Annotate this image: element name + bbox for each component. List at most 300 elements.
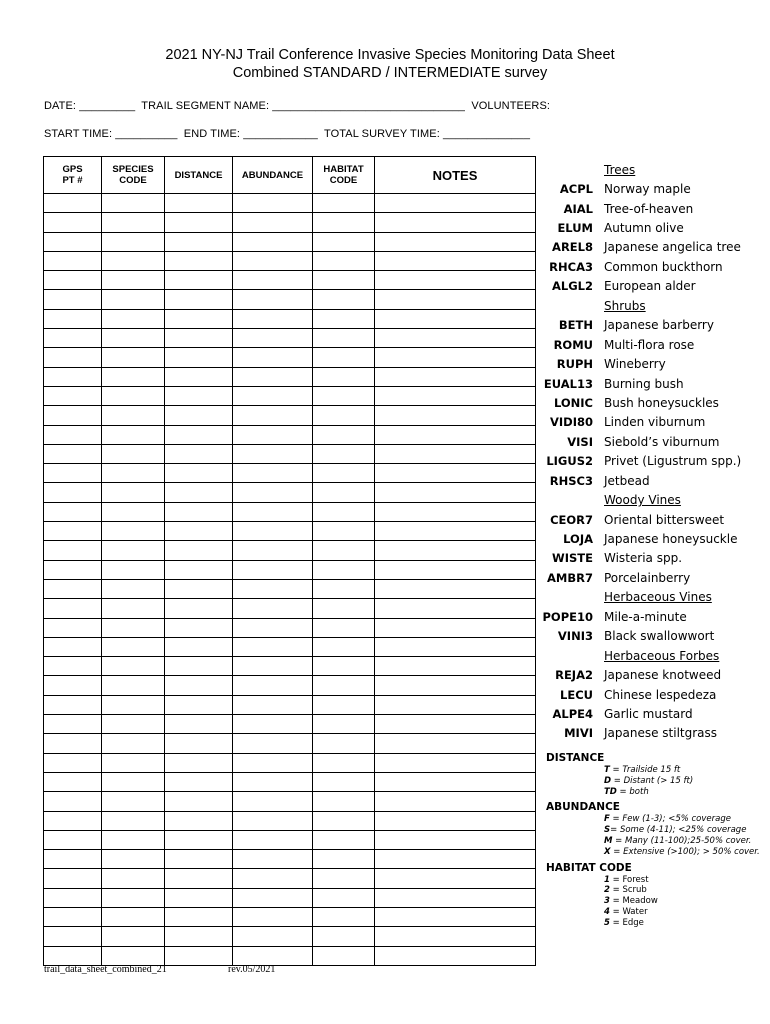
table-cell[interactable]	[165, 772, 233, 791]
table-cell[interactable]	[313, 522, 375, 541]
table-cell[interactable]	[165, 811, 233, 830]
table-cell[interactable]	[165, 406, 233, 425]
table-cell[interactable]	[313, 850, 375, 869]
table-cell[interactable]	[233, 367, 313, 386]
table-cell[interactable]	[165, 869, 233, 888]
table-cell[interactable]	[313, 213, 375, 232]
species-name: Norway maple	[604, 182, 691, 197]
table-cell[interactable]	[375, 232, 536, 251]
species-code: ELUM	[557, 221, 593, 236]
table-cell[interactable]	[102, 386, 165, 405]
table-row	[44, 753, 536, 772]
species-code: RUPH	[556, 357, 593, 372]
table-cell[interactable]	[44, 869, 102, 888]
table-cell[interactable]	[165, 907, 233, 926]
table-cell[interactable]	[165, 792, 233, 811]
table-cell[interactable]	[102, 792, 165, 811]
table-cell[interactable]	[233, 502, 313, 521]
table-cell[interactable]	[44, 444, 102, 463]
table-cell[interactable]	[233, 734, 313, 753]
table-cell[interactable]	[233, 444, 313, 463]
table-cell[interactable]	[375, 502, 536, 521]
table-row	[44, 579, 536, 598]
table-cell[interactable]	[44, 194, 102, 213]
table-cell[interactable]	[44, 271, 102, 290]
table-cell[interactable]	[102, 232, 165, 251]
category-name: Trees	[604, 162, 636, 177]
table-cell[interactable]	[375, 483, 536, 502]
table-cell[interactable]	[102, 367, 165, 386]
table-cell[interactable]	[375, 464, 536, 483]
table-cell[interactable]	[102, 213, 165, 232]
table-cell[interactable]	[233, 560, 313, 579]
table-cell[interactable]	[102, 715, 165, 734]
table-cell[interactable]	[233, 348, 313, 367]
table-cell[interactable]	[313, 695, 375, 714]
species-name: Japanese barberry	[604, 318, 714, 333]
table-cell[interactable]	[233, 251, 313, 270]
distance-key-description: = both	[616, 786, 649, 797]
table-cell[interactable]	[102, 329, 165, 348]
species-name: Chinese lespedeza	[604, 687, 717, 702]
distance-key-title: DISTANCE	[546, 752, 605, 764]
table-cell[interactable]	[233, 657, 313, 676]
table-cell[interactable]	[44, 657, 102, 676]
table-cell[interactable]	[313, 811, 375, 830]
table-cell[interactable]	[313, 386, 375, 405]
table-row	[44, 637, 536, 656]
table-cell[interactable]	[375, 888, 536, 907]
legend-item	[540, 277, 770, 296]
table-row	[44, 657, 536, 676]
table-cell[interactable]	[233, 213, 313, 232]
species-name: Japanese honeysuckle	[604, 532, 738, 547]
table-cell[interactable]	[102, 772, 165, 791]
table-cell[interactable]	[102, 406, 165, 425]
abundance-key-item	[604, 814, 766, 825]
table-cell[interactable]	[233, 194, 313, 213]
table-cell[interactable]	[313, 329, 375, 348]
table-cell[interactable]	[233, 483, 313, 502]
table-cell[interactable]	[165, 290, 233, 309]
table-cell[interactable]	[102, 888, 165, 907]
table-cell[interactable]	[44, 213, 102, 232]
legend-item	[540, 179, 770, 198]
species-code: AREL8	[552, 240, 593, 255]
table-cell[interactable]	[44, 386, 102, 405]
table-cell[interactable]	[313, 464, 375, 483]
table-row	[44, 213, 536, 232]
habitat-key-description: = Edge	[609, 917, 644, 928]
table-cell[interactable]	[233, 637, 313, 656]
table-cell[interactable]	[375, 444, 536, 463]
table-cell[interactable]	[102, 502, 165, 521]
table-cell[interactable]	[44, 502, 102, 521]
table-cell[interactable]	[313, 579, 375, 598]
table-cell[interactable]	[44, 772, 102, 791]
table-cell[interactable]	[313, 348, 375, 367]
table-cell[interactable]	[233, 406, 313, 425]
table-cell[interactable]	[313, 425, 375, 444]
table-cell[interactable]	[313, 830, 375, 849]
table-cell[interactable]	[44, 753, 102, 772]
table-cell[interactable]	[313, 907, 375, 926]
table-cell[interactable]	[313, 637, 375, 656]
table-row	[44, 869, 536, 888]
table-cell[interactable]	[44, 464, 102, 483]
table-cell[interactable]	[313, 367, 375, 386]
table-cell[interactable]	[375, 541, 536, 560]
habitat-key-item	[604, 907, 766, 918]
table-cell[interactable]	[375, 522, 536, 541]
table-cell[interactable]	[165, 734, 233, 753]
table-cell[interactable]	[233, 772, 313, 791]
table-cell[interactable]	[165, 386, 233, 405]
table-cell[interactable]	[375, 367, 536, 386]
table-cell[interactable]	[44, 811, 102, 830]
table-cell[interactable]	[102, 734, 165, 753]
table-cell[interactable]	[102, 522, 165, 541]
table-cell[interactable]	[375, 251, 536, 270]
table-cell[interactable]	[102, 251, 165, 270]
table-cell[interactable]	[313, 657, 375, 676]
table-cell[interactable]	[375, 657, 536, 676]
table-cell[interactable]	[313, 271, 375, 290]
header-fields-line-1: DATE: _________ TRAIL SEGMENT NAME: _______________________________ VOLUNTEERS:	[44, 100, 551, 112]
table-cell[interactable]	[375, 715, 536, 734]
table-cell[interactable]	[44, 348, 102, 367]
table-cell[interactable]	[44, 888, 102, 907]
table-cell[interactable]	[165, 637, 233, 656]
table-cell[interactable]	[165, 657, 233, 676]
table-cell[interactable]	[233, 946, 313, 965]
table-cell[interactable]	[165, 522, 233, 541]
table-cell[interactable]	[233, 329, 313, 348]
table-cell[interactable]	[44, 946, 102, 965]
table-cell[interactable]	[313, 734, 375, 753]
table-row	[44, 792, 536, 811]
table-cell[interactable]	[44, 850, 102, 869]
table-cell[interactable]	[102, 811, 165, 830]
table-cell[interactable]	[102, 927, 165, 946]
table-cell[interactable]	[165, 579, 233, 598]
table-cell[interactable]	[233, 927, 313, 946]
species-code: ALPE4	[552, 706, 593, 721]
table-cell[interactable]	[44, 695, 102, 714]
table-cell[interactable]	[375, 579, 536, 598]
table-cell[interactable]	[165, 464, 233, 483]
legend-item	[540, 704, 770, 723]
category-name: Woody Vines	[604, 493, 681, 508]
table-cell[interactable]	[375, 599, 536, 618]
habitat-key-description: = Meadow	[609, 896, 658, 907]
table-row	[44, 695, 536, 714]
table-cell[interactable]	[102, 579, 165, 598]
table-cell[interactable]	[375, 927, 536, 946]
table-cell[interactable]	[102, 830, 165, 849]
legend-item	[540, 568, 770, 587]
table-cell[interactable]	[44, 329, 102, 348]
table-cell[interactable]	[313, 309, 375, 328]
table-cell[interactable]	[233, 425, 313, 444]
table-cell[interactable]	[44, 792, 102, 811]
table-row	[44, 348, 536, 367]
species-code: LIGUS2	[546, 454, 593, 469]
table-cell[interactable]	[313, 406, 375, 425]
table-cell[interactable]	[233, 830, 313, 849]
habitat-key-item	[604, 918, 766, 929]
table-cell[interactable]	[233, 522, 313, 541]
table-cell[interactable]	[44, 676, 102, 695]
table-cell[interactable]	[102, 869, 165, 888]
table-cell[interactable]	[233, 579, 313, 598]
table-cell[interactable]	[102, 657, 165, 676]
table-cell[interactable]	[313, 290, 375, 309]
table-cell[interactable]	[375, 406, 536, 425]
distance-key-item	[604, 787, 766, 798]
table-cell[interactable]	[313, 560, 375, 579]
legend-item	[540, 627, 770, 646]
legend-item	[540, 471, 770, 490]
table-cell[interactable]	[375, 811, 536, 830]
species-code: EUAL13	[543, 376, 593, 391]
table-cell[interactable]	[102, 444, 165, 463]
legend-heading	[540, 646, 770, 665]
table-cell[interactable]	[233, 386, 313, 405]
table-cell[interactable]	[313, 483, 375, 502]
table-cell[interactable]	[375, 907, 536, 926]
table-cell[interactable]	[375, 386, 536, 405]
table-cell[interactable]	[313, 888, 375, 907]
table-cell[interactable]	[102, 753, 165, 772]
table-cell[interactable]	[233, 464, 313, 483]
table-cell[interactable]	[375, 637, 536, 656]
table-cell[interactable]	[313, 444, 375, 463]
table-cell[interactable]	[102, 290, 165, 309]
table-cell[interactable]	[375, 290, 536, 309]
table-cell[interactable]	[313, 792, 375, 811]
table-cell[interactable]	[233, 676, 313, 695]
table-cell[interactable]	[313, 232, 375, 251]
table-cell[interactable]	[44, 927, 102, 946]
table-cell[interactable]	[375, 792, 536, 811]
table-cell[interactable]	[44, 541, 102, 560]
abundance-key-code: F	[604, 814, 610, 825]
table-cell[interactable]	[165, 483, 233, 502]
legend-item	[540, 685, 770, 704]
table-cell[interactable]	[44, 406, 102, 425]
table-cell[interactable]	[44, 560, 102, 579]
table-cell[interactable]	[233, 869, 313, 888]
table-cell[interactable]	[102, 425, 165, 444]
table-cell[interactable]	[375, 850, 536, 869]
table-cell[interactable]	[44, 830, 102, 849]
table-cell[interactable]	[233, 715, 313, 734]
table-cell[interactable]	[375, 695, 536, 714]
table-cell[interactable]	[375, 560, 536, 579]
col-gps-pt: GPS PT #	[44, 157, 102, 194]
table-cell[interactable]	[165, 888, 233, 907]
habitat-key-item	[604, 896, 766, 907]
habitat-key-description: = Scrub	[609, 885, 647, 896]
table-cell[interactable]	[313, 541, 375, 560]
table-cell[interactable]	[44, 251, 102, 270]
table-cell[interactable]	[233, 811, 313, 830]
table-cell[interactable]	[44, 715, 102, 734]
table-cell[interactable]	[44, 734, 102, 753]
table-cell[interactable]	[233, 599, 313, 618]
table-cell[interactable]	[313, 502, 375, 521]
table-cell[interactable]	[165, 753, 233, 772]
species-name: Japanese knotweed	[604, 668, 722, 683]
table-cell[interactable]	[233, 850, 313, 869]
table-cell[interactable]	[165, 695, 233, 714]
table-cell[interactable]	[165, 715, 233, 734]
table-cell[interactable]	[44, 637, 102, 656]
table-cell[interactable]	[233, 271, 313, 290]
table-cell[interactable]	[102, 560, 165, 579]
table-cell[interactable]	[313, 599, 375, 618]
table-cell[interactable]	[375, 772, 536, 791]
table-cell[interactable]	[44, 907, 102, 926]
table-cell[interactable]	[313, 753, 375, 772]
table-cell[interactable]	[375, 676, 536, 695]
table-cell[interactable]	[102, 850, 165, 869]
table-cell[interactable]	[44, 599, 102, 618]
table-cell[interactable]	[375, 271, 536, 290]
species-code: WISTE	[552, 551, 593, 566]
table-cell[interactable]	[102, 907, 165, 926]
table-cell[interactable]	[313, 927, 375, 946]
legend-item	[540, 238, 770, 257]
table-cell[interactable]	[102, 309, 165, 328]
table-cell[interactable]	[165, 329, 233, 348]
table-cell[interactable]	[102, 271, 165, 290]
table-cell[interactable]	[102, 464, 165, 483]
table-cell[interactable]	[233, 232, 313, 251]
table-cell[interactable]	[165, 309, 233, 328]
table-cell[interactable]	[165, 850, 233, 869]
table-cell[interactable]	[375, 753, 536, 772]
table-row	[44, 483, 536, 502]
table-cell[interactable]	[165, 830, 233, 849]
table-cell[interactable]	[165, 541, 233, 560]
table-cell[interactable]	[165, 194, 233, 213]
table-cell[interactable]	[44, 232, 102, 251]
table-cell[interactable]	[44, 367, 102, 386]
table-cell[interactable]	[233, 309, 313, 328]
table-cell[interactable]	[165, 444, 233, 463]
table-cell[interactable]	[102, 676, 165, 695]
table-row	[44, 406, 536, 425]
table-cell[interactable]	[233, 888, 313, 907]
table-cell[interactable]	[165, 599, 233, 618]
table-cell[interactable]	[313, 618, 375, 637]
table-row	[44, 541, 536, 560]
table-cell[interactable]	[233, 753, 313, 772]
table-cell[interactable]	[102, 348, 165, 367]
table-cell[interactable]	[313, 251, 375, 270]
table-cell[interactable]	[165, 232, 233, 251]
table-cell[interactable]	[102, 483, 165, 502]
table-cell[interactable]	[44, 290, 102, 309]
species-name: Jetbead	[604, 473, 650, 488]
table-cell[interactable]	[102, 637, 165, 656]
table-cell[interactable]	[102, 946, 165, 965]
table-row	[44, 329, 536, 348]
table-cell[interactable]	[102, 618, 165, 637]
table-cell[interactable]	[313, 869, 375, 888]
table-cell[interactable]	[165, 213, 233, 232]
species-code: LONIC	[553, 395, 593, 410]
species-name: Common buckthorn	[604, 259, 723, 274]
table-cell[interactable]	[313, 715, 375, 734]
species-code-legend	[540, 160, 770, 743]
table-cell[interactable]	[375, 309, 536, 328]
table-cell[interactable]	[44, 483, 102, 502]
table-cell[interactable]	[233, 792, 313, 811]
table-cell[interactable]	[165, 271, 233, 290]
table-cell[interactable]	[165, 348, 233, 367]
table-cell[interactable]	[165, 367, 233, 386]
table-row	[44, 715, 536, 734]
species-name: Japanese stiltgrass	[604, 726, 718, 741]
table-cell[interactable]	[44, 425, 102, 444]
table-cell[interactable]	[44, 522, 102, 541]
table-cell[interactable]	[233, 907, 313, 926]
table-cell[interactable]	[375, 946, 536, 965]
legend-item	[540, 218, 770, 237]
table-cell[interactable]	[233, 618, 313, 637]
table-cell[interactable]	[165, 425, 233, 444]
legend-item	[540, 393, 770, 412]
table-cell[interactable]	[165, 618, 233, 637]
table-cell[interactable]	[375, 734, 536, 753]
table-cell[interactable]	[375, 425, 536, 444]
table-cell[interactable]	[233, 290, 313, 309]
table-cell[interactable]	[102, 599, 165, 618]
table-cell[interactable]	[375, 830, 536, 849]
table-cell[interactable]	[313, 772, 375, 791]
category-name: Shrubs	[604, 298, 646, 313]
table-cell[interactable]	[313, 946, 375, 965]
table-cell[interactable]	[375, 348, 536, 367]
table-cell[interactable]	[313, 676, 375, 695]
table-cell[interactable]	[44, 579, 102, 598]
legend-item	[540, 199, 770, 218]
table-cell[interactable]	[375, 869, 536, 888]
table-cell[interactable]	[165, 676, 233, 695]
table-cell[interactable]	[375, 194, 536, 213]
table-cell[interactable]	[375, 329, 536, 348]
table-cell[interactable]	[165, 560, 233, 579]
table-cell[interactable]	[375, 213, 536, 232]
table-cell[interactable]	[44, 618, 102, 637]
species-code: LOJA	[563, 532, 593, 547]
table-cell[interactable]	[233, 541, 313, 560]
table-cell[interactable]	[102, 541, 165, 560]
table-cell[interactable]	[165, 502, 233, 521]
table-cell[interactable]	[165, 251, 233, 270]
table-cell[interactable]	[102, 695, 165, 714]
table-cell[interactable]	[165, 946, 233, 965]
table-cell[interactable]	[102, 194, 165, 213]
table-cell[interactable]	[233, 695, 313, 714]
table-cell[interactable]	[44, 309, 102, 328]
table-cell[interactable]	[375, 618, 536, 637]
table-cell[interactable]	[313, 194, 375, 213]
table-cell[interactable]	[165, 927, 233, 946]
